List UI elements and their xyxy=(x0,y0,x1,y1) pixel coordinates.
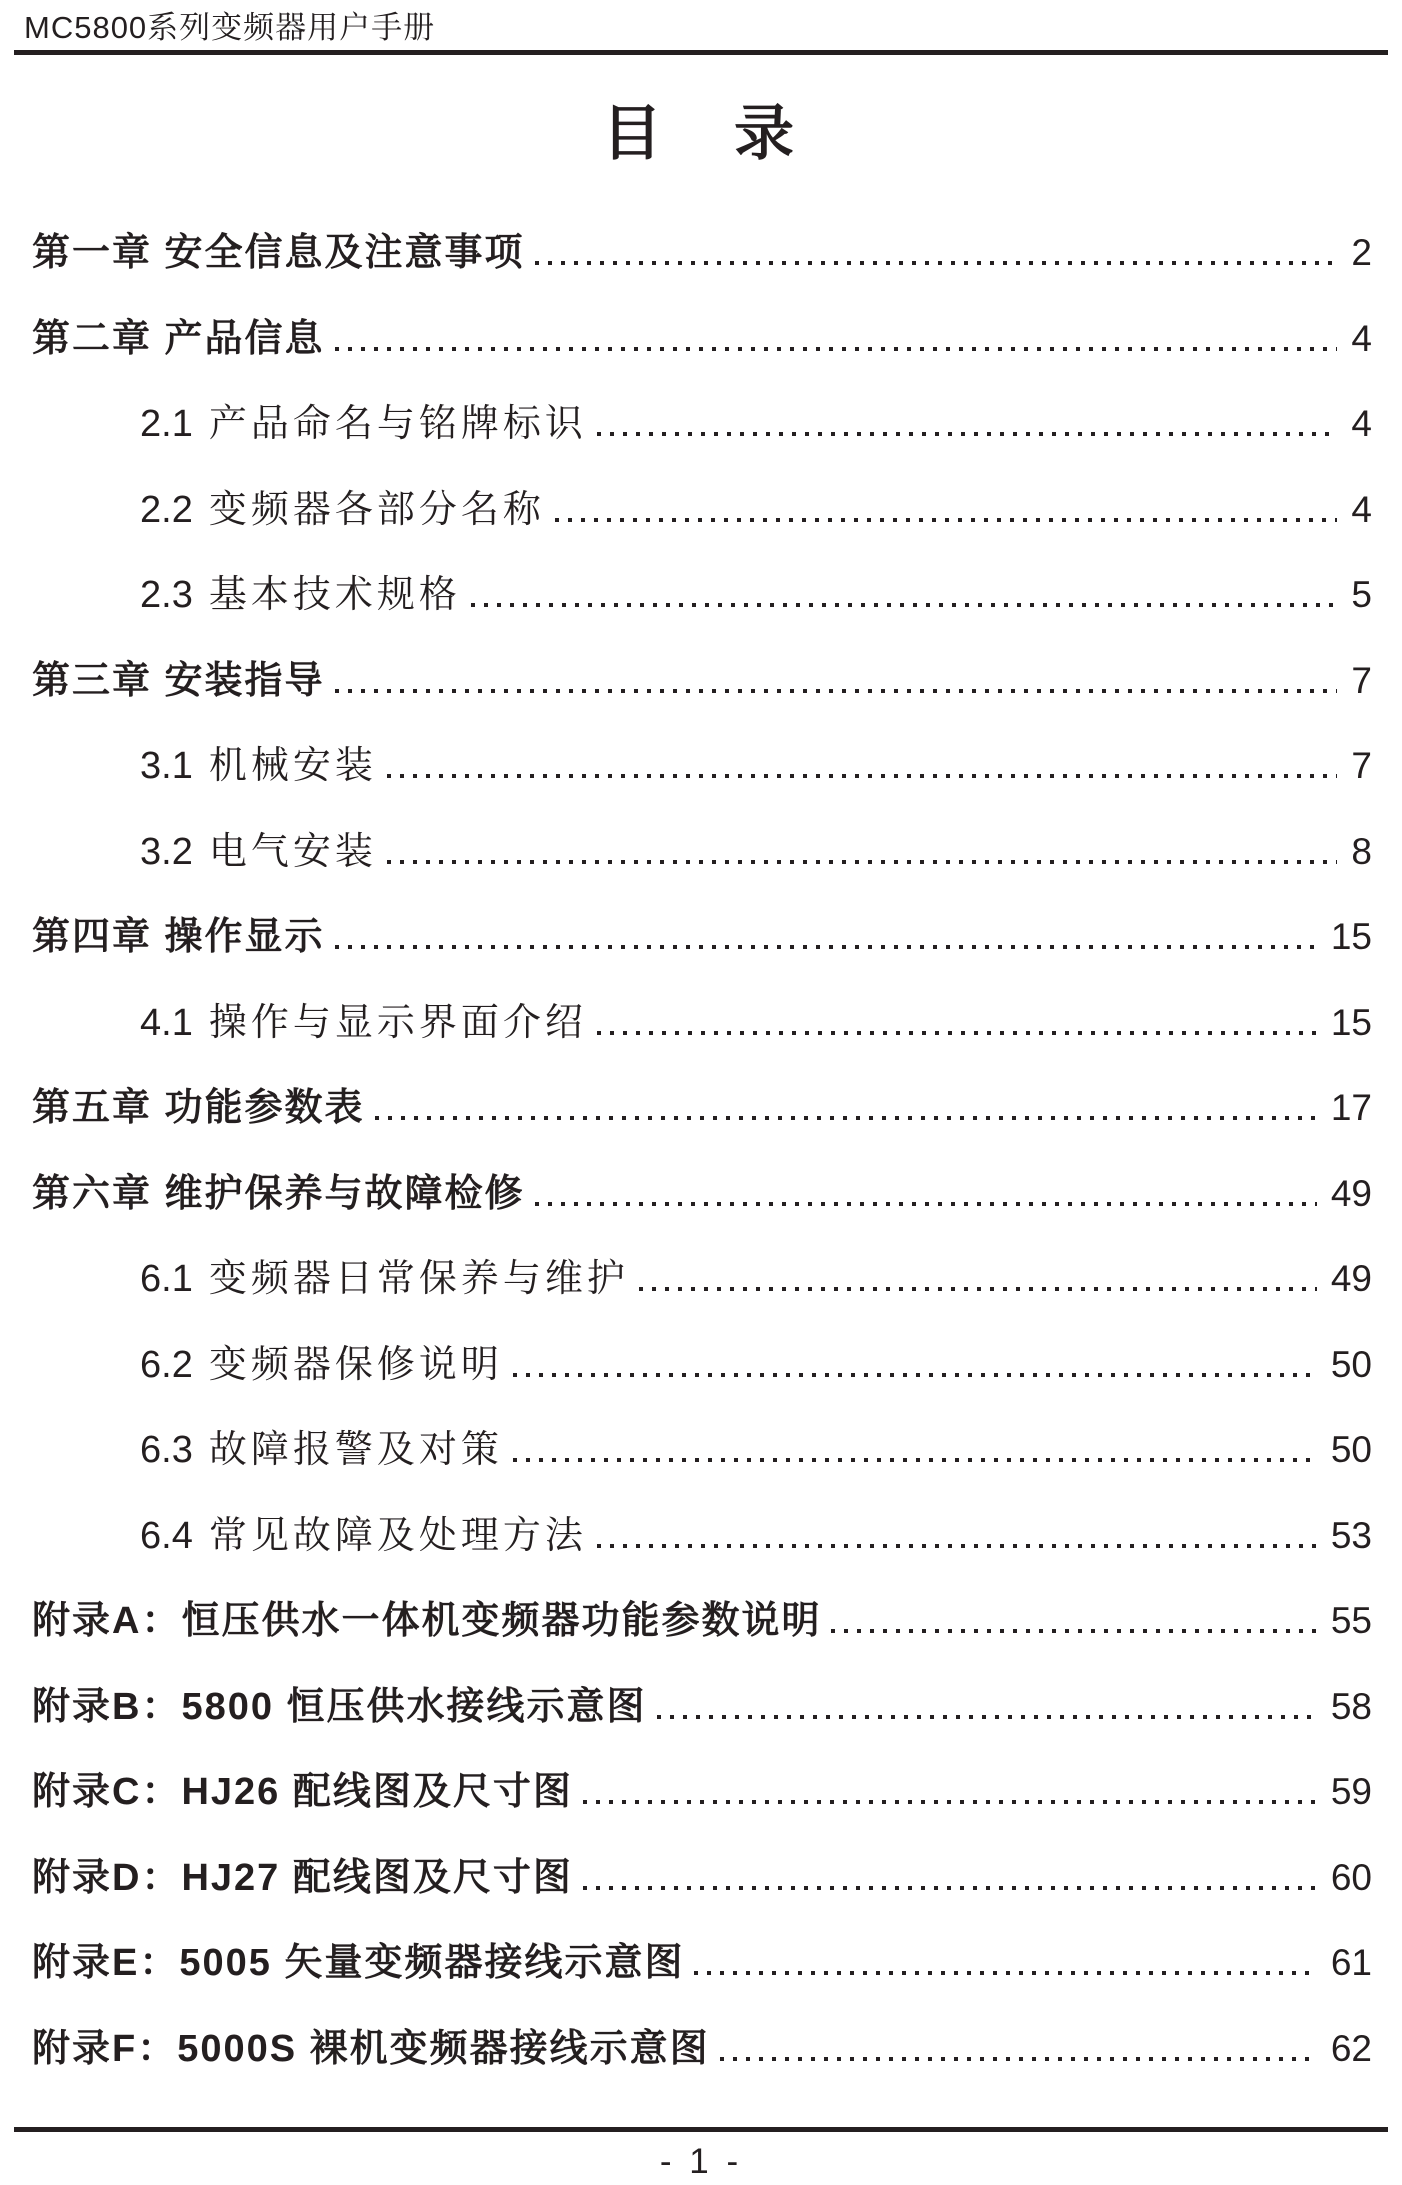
toc-entry-page: 2 xyxy=(1351,232,1372,273)
toc-entry-page: 4 xyxy=(1351,403,1372,444)
toc-entry[interactable] xyxy=(32,630,1372,716)
toc-entry[interactable] xyxy=(32,459,1372,545)
toc-entry-title: 附录F：5000S 裸机变频器接线示意图 xyxy=(32,2027,710,2070)
toc-entry-number: 3.2 xyxy=(140,830,193,873)
toc-entry-number: 6.3 xyxy=(140,1429,193,1471)
toc-entry[interactable] xyxy=(32,801,1372,887)
toc-entry-title: 变频器日常保养与维护 xyxy=(208,1258,629,1300)
toc-entry-page: 7 xyxy=(1351,659,1372,701)
dot-leader xyxy=(831,1629,1316,1633)
dot-leader xyxy=(694,1971,1316,1975)
toc-entry[interactable] xyxy=(32,288,1372,374)
dot-leader xyxy=(597,432,1338,436)
toc-entry-page: 17 xyxy=(1330,1087,1372,1128)
footer-page-number: - 1 - xyxy=(659,2142,743,2181)
dot-leader xyxy=(387,860,1338,864)
toc-entry-page: 15 xyxy=(1330,916,1372,957)
toc-entry[interactable] xyxy=(32,972,1372,1058)
toc-entry-number: 4.1 xyxy=(140,1001,193,1044)
toc-entry-title: 基本技术规格 xyxy=(208,574,461,616)
toc-entry[interactable] xyxy=(32,1570,1372,1656)
toc-entry-number: 6.4 xyxy=(140,1514,193,1557)
dot-leader xyxy=(720,2057,1317,2061)
toc-entry-number: 2.2 xyxy=(140,488,193,531)
toc-entry-title: 附录E：5005 矢量变频器接线示意图 xyxy=(32,1942,685,1984)
toc-entry-page: 7 xyxy=(1351,745,1372,786)
toc-entry[interactable] xyxy=(32,1656,1372,1742)
toc-entry-title: 第四章 操作显示 xyxy=(32,916,325,958)
dot-leader xyxy=(583,1886,1317,1890)
dot-leader xyxy=(513,1373,1317,1377)
footer-rule xyxy=(14,2127,1388,2132)
toc-entry-page: 49 xyxy=(1330,1172,1372,1214)
toc-entry[interactable] xyxy=(32,1314,1372,1400)
toc-entry[interactable] xyxy=(32,1057,1372,1143)
toc-entry[interactable] xyxy=(32,202,1372,288)
toc-entry[interactable] xyxy=(32,1827,1372,1913)
toc-entry-title: 第六章 维护保养与故障检修 xyxy=(32,1172,525,1215)
toc-entry-title: 附录C：HJ26 配线图及尺寸图 xyxy=(32,1771,573,1813)
toc-entry-number: 6.1 xyxy=(140,1258,193,1300)
toc-entry-page: 61 xyxy=(1330,1942,1372,1983)
toc-entry-number: 2.3 xyxy=(140,574,193,616)
dot-leader xyxy=(583,1800,1317,1804)
toc-entry-title: 常见故障及处理方法 xyxy=(208,1514,587,1557)
toc-entry-page: 8 xyxy=(1351,830,1372,872)
toc-entry-number: 2.1 xyxy=(140,403,193,445)
toc-entry-title: 附录B：5800 恒压供水接线示意图 xyxy=(32,1685,647,1728)
dot-leader xyxy=(597,1031,1317,1035)
toc-entry-page: 62 xyxy=(1330,2027,1372,2069)
toc-entry[interactable] xyxy=(32,1399,1372,1485)
toc-entry-page: 50 xyxy=(1330,1429,1372,1470)
toc-entry[interactable] xyxy=(32,1912,1372,1998)
toc-entry-title: 机械安装 xyxy=(208,745,377,787)
toc-entry-title: 电气安装 xyxy=(208,830,377,873)
dot-leader xyxy=(335,689,1338,693)
toc-entry-page: 59 xyxy=(1330,1771,1372,1812)
toc-entry-page: 60 xyxy=(1330,1856,1372,1898)
toc-entry-page: 58 xyxy=(1330,1685,1372,1727)
toc-entry-title: 产品命名与铭牌标识 xyxy=(208,403,587,445)
dot-leader xyxy=(597,1544,1317,1548)
toc-entry-title: 变频器保修说明 xyxy=(208,1343,503,1386)
dot-leader xyxy=(555,518,1338,522)
toc-entry[interactable] xyxy=(32,1485,1372,1571)
toc-entry-page: 5 xyxy=(1351,574,1372,615)
dot-leader xyxy=(657,1715,1317,1719)
toc-entry-page: 49 xyxy=(1330,1258,1372,1299)
page-header xyxy=(14,0,1388,55)
toc-entry[interactable] xyxy=(32,1143,1372,1229)
dot-leader xyxy=(375,1116,1317,1120)
toc-entry-page: 4 xyxy=(1351,317,1372,359)
toc-entry-title: 第一章 安全信息及注意事项 xyxy=(32,232,525,274)
toc-entry-page: 53 xyxy=(1330,1514,1372,1556)
toc-entry[interactable] xyxy=(32,544,1372,630)
page-title: 目 录 xyxy=(602,100,800,167)
manual-title: MC5800系列变频器用户手册 xyxy=(24,10,436,45)
dot-leader xyxy=(639,1287,1317,1291)
toc-entry-page: 55 xyxy=(1330,1600,1372,1641)
dot-leader xyxy=(335,945,1317,949)
toc-entry-title: 附录A：恒压供水一体机变频器功能参数说明 xyxy=(32,1600,822,1642)
header-rule xyxy=(14,50,1388,55)
dot-leader xyxy=(535,261,1338,265)
toc-entry-title: 变频器各部分名称 xyxy=(208,488,545,531)
toc-entry-title: 操作与显示界面介绍 xyxy=(208,1001,587,1044)
dot-leader xyxy=(471,603,1338,607)
toc-entry-number: 3.1 xyxy=(140,745,193,787)
toc-entry-page: 50 xyxy=(1330,1343,1372,1385)
toc-entry-title: 第三章 安装指导 xyxy=(32,659,325,702)
toc-entry-title: 故障报警及对策 xyxy=(208,1429,503,1471)
toc-entry[interactable] xyxy=(32,1228,1372,1314)
dot-leader xyxy=(335,347,1338,351)
toc-entry[interactable] xyxy=(32,373,1372,459)
toc-entry-title: 第五章 功能参数表 xyxy=(32,1087,365,1129)
toc-entry-title: 第二章 产品信息 xyxy=(32,317,325,360)
dot-leader xyxy=(387,774,1338,778)
table-of-contents xyxy=(32,202,1372,2083)
toc-entry[interactable] xyxy=(32,715,1372,801)
toc-entry-number: 6.2 xyxy=(140,1343,193,1386)
toc-entry[interactable] xyxy=(32,1741,1372,1827)
dot-leader xyxy=(513,1458,1317,1462)
toc-entry-title: 附录D：HJ27 配线图及尺寸图 xyxy=(32,1856,573,1899)
toc-entry-page: 15 xyxy=(1330,1001,1372,1043)
dot-leader xyxy=(535,1202,1317,1206)
toc-entry[interactable] xyxy=(32,1998,1372,2084)
toc-entry-page: 4 xyxy=(1351,488,1372,530)
toc-entry[interactable] xyxy=(32,886,1372,972)
